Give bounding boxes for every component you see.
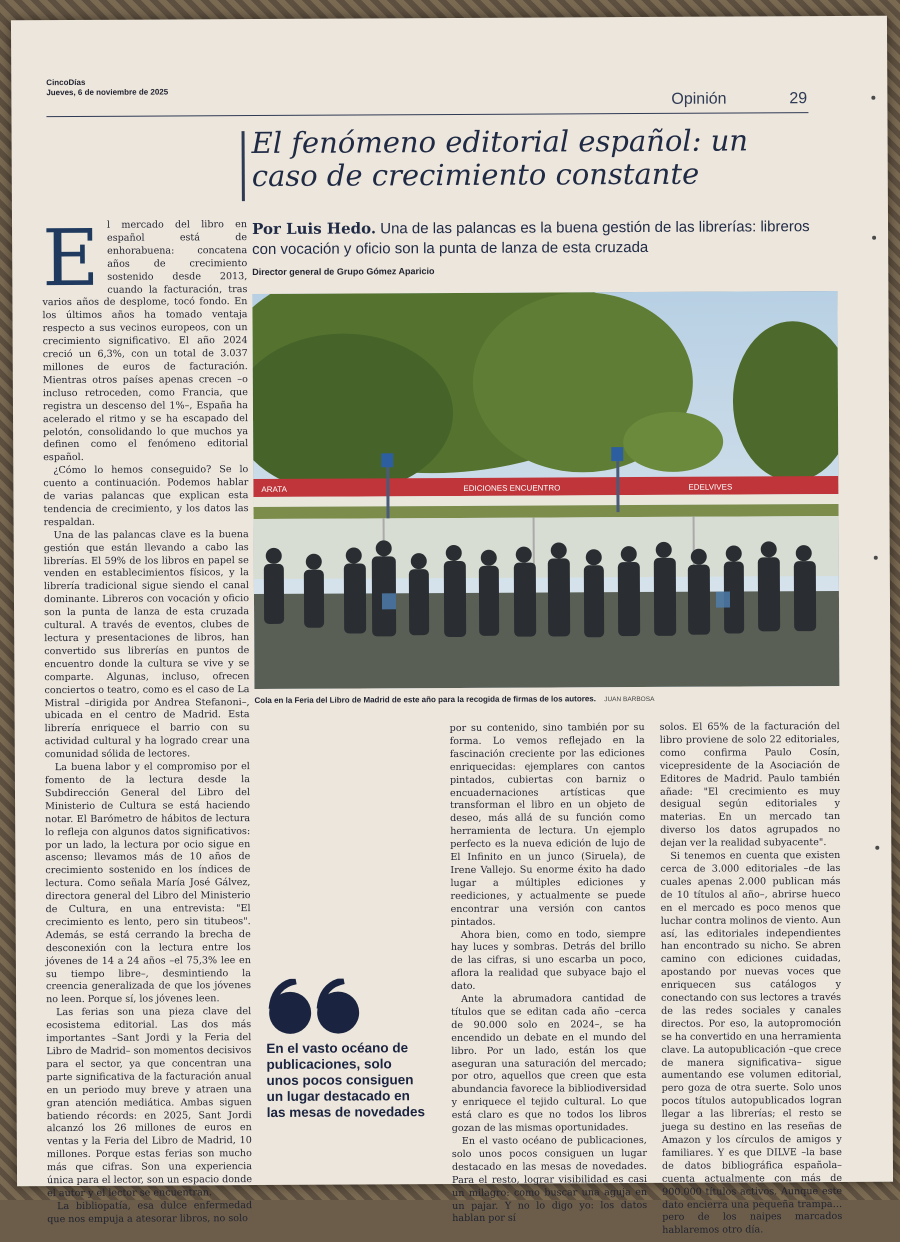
- section-name: Opinión: [671, 91, 726, 109]
- book-fair-queue-illustration: [252, 291, 839, 689]
- newspaper-page: [11, 16, 893, 1187]
- paragraph: En el vasto océano de publicaciones, solo unos pocos consiguen un lugar destacado en las mesas de novedades. Para el resto, lograr visibilidad es casi un milagro: como buscar una aguja en un pajar. Y no lo digo yo: los datos hablan por sí: [452, 1135, 647, 1226]
- issue-date: Jueves, 6 de noviembre de 2025: [46, 87, 168, 98]
- article-column-2: [450, 722, 648, 1226]
- subhead: [252, 216, 812, 260]
- sign-edelvives: EDELVIVES: [688, 483, 732, 492]
- article-column-1: [42, 219, 252, 1227]
- paragraph: Si tenemos en cuenta que existen cerca de 3.000 editoriales –de las cuales apenas 2.000 publican más de 10 títulos al año–, abrirse hueco en el mercado es poco menos que luchar contra molinos de viento. Aun así, las editoriales independientes han encontrado su nicho. Se abren camino con ediciones cuidadas, apostando por nuevas voces que enriquecen sus catálogos y conectando con sus lectores a través de las redes sociales y canales directos. Por eso, la autopromoción se ha convertido en una herramienta clave. La autopublicación –que crece de manera significativa– sigue aumentando ese volumen editorial, pero goza de otra suerte. Solo unos pocos títulos autopublicados logran llegar a las librerías; el resto se juega su destino en las reseñas de Amazon y los círculos de amigos y familiares. Y es que DILVE –la base de datos bibliográfica española– cuenta actualmente con más de 900.000 títulos activos. Aunque este dato encierra una pequeña trampa… pero de los naipes marcados hablaremos otro día.: [660, 850, 842, 1238]
- margin-dot: [871, 96, 875, 100]
- byline: Por Luis Hedo.: [252, 219, 376, 238]
- page-number: 29: [789, 90, 807, 108]
- headline-accent-bar: [242, 131, 245, 201]
- margin-dot: [874, 556, 878, 560]
- caption-text: Cola en la Feria del Libro de Madrid de este año para la recogida de firmas de los autores.: [254, 694, 595, 705]
- paragraph: Una de las palancas clave es la buena gestión que están llevando a cabo las librerías. El 59% de los libros en papel se venden en establecimientos físicos, y la librería tradicional sigue siendo el canal dominante. Libreros con vocación y oficio son la punta de lanza de esta cruzada cultural. A través de eventos, clubes de lectura y presentaciones de libros, han convertido sus librerías en puntos de encuentro donde la cultura se vive y se comparte. Algunas, incluso, ofrecen conciertos o teatro, como es el caso de La Mistral –dirigida por Andrea Stefanoni–, ubicada en el centro de Madrid. Esta librería enriquece el barrio con su actividad cultural y ha logrado crear una comunidad sólida de lectores.: [44, 529, 250, 762]
- pull-quote: En el vasto océano de publicaciones, solo unos pocos consiguen un lugar destacado en las mesas de novedades: [266, 1040, 426, 1121]
- photo-credit: JUAN BARBOSA: [604, 696, 654, 703]
- paper-name: CincoDías: [46, 77, 168, 88]
- quote-mark-icon: [266, 978, 366, 1035]
- paragraph: solos. El 65% de la facturación del libro proviene de solo 22 editoriales, como confirma Paulo Cosín, vicepresidente de la Asociación de Editores de Madrid. Paulo también añade: "El crecimiento es muy desigual según editoriales y materias. En un mercado tan diverso los datos agrupados no dejan ver la realidad subyacente".: [660, 721, 841, 851]
- photo-caption: [254, 693, 839, 705]
- article-column-3: [660, 721, 843, 1238]
- paragraph: ¿Cómo lo hemos conseguido? Se lo cuento a continuación. Podemos hablar de varias palancas que explican esta tendencia de crecimiento, y los datos las respaldan.: [43, 464, 248, 530]
- subhead-text: Una de las palancas es la buena gestión de las librerías: libreros con vocación y oficio son la punta de lanza de esta cruzada: [252, 218, 810, 258]
- margin-dot: [875, 846, 879, 850]
- author-role: Director general de Grupo Gómez Aparicio: [252, 266, 434, 277]
- margin-dot: [872, 236, 876, 240]
- paragraph: por su contenido, sino también por su forma. Lo vemos reflejado en la fascinación creciente por las ediciones enriquecidas: ejemplares con cantos pintados, cubiertas con barniz o encuadernaciones artísticas que transforman el libro en un objeto de deseo, más allá de su función como herramienta de lectura. Un ejemplo perfecto es la nueva edición de lujo de El Infinito en un junco (Siruela), de Irene Vallejo. Su enorme éxito ha dado lugar a múltiples ediciones y reediciones, y actualmente se puede encontrar una versión con cantos pintados.: [450, 722, 646, 930]
- article-photo: [252, 291, 839, 689]
- paragraph: Ahora bien, como en todo, siempre hay luces y sombras. Detrás del brillo de las cifras, si uno escarba un poco, aflora la realidad que subyace bajo el dato.: [451, 928, 646, 994]
- paragraph: l mercado del libro en español está de enhorabuena: concatena años de crecimiento sostenido desde 2013, cuando la facturación, tras varios años de desplome, tocó fondo. En los últimos años ha tomado ventaja respecto a sus vecinos europeos, con un crecimiento significativo. El año 2024 creció un 6,3%, con un total de 3.037 millones de euros de facturación. Mientras otros países apenas crecen –o incluso retroceden, como Francia, que registra un descenso del 1%–, España ha acelerado el ritmo y se ha escapado del pelotón, consolidando lo que muchos ya definen como el fenómeno editorial español.: [42, 219, 248, 465]
- header-rule: [46, 112, 808, 117]
- paragraph: Las ferias son una pieza clave del ecosistema editorial. Las dos más importantes –Sant Jordi y la Feria del Libro de Madrid– son momentos decisivos para el sector, ya que concentran una parte significativa de la facturación anual en un periodo muy breve y atraen una gran atención mediática. Ambas siguen batiendo récords: en 2025, Sant Jordi alcanzó los 26 millones de euros en ventas y la Feria del Libro de Madrid, 10 millones. Porque estas ferias son mucho más que cifras. Son una experiencia única para el lector, son un espacio donde el autor y el lector se encuentran.: [46, 1006, 252, 1201]
- paragraph: La buena labor y el compromiso por el fomento de la lectura desde la Subdirección General del Libro del Ministerio de Cultura se está haciendo notar. El Barómetro de hábitos de lectura lo refleja con algunos datos significativos: por un lado, la lectura por ocio sigue en ascenso; llevamos más de 10 años de crecimiento sostenido en los índices de lectura. Como señala María José Gálvez, directora general del Libro del Ministerio de Cultura, en una entrevista: "El crecimiento es lento, pero sin titubeos". Además, se está cerrando la brecha de desconexión con la lectura entre los jóvenes de 14 a 24 años –el 75,3% lee en su tiempo libre–, desmintiendo la creencia generalizada de que los jóvenes no leen. Porque sí, los jóvenes leen.: [45, 761, 251, 1007]
- paragraph: La bibliopatía, esa dulce enfermedad que nos empuja a atesorar libros, no solo: [47, 1200, 252, 1227]
- drop-cap: E: [42, 226, 99, 292]
- paragraph: Ante la abrumadora cantidad de títulos que se editan cada año –cerca de 90.000 solo en 2024–, se ha encendido un debate en el mundo del libro. Por un lado, están los que aseguran una saturación del mercado; por otro, aquellos que creen que esta abundancia favorece la bibliodiversidad y enriquece el tejido cultural. Lo que está claro es que no todos los libros gozan de las mismas oportunidades.: [451, 993, 647, 1136]
- sign-ediciones-encuentro: EDICIONES ENCUENTRO: [463, 483, 560, 493]
- masthead: [46, 77, 168, 98]
- headline: El fenómeno editorial español: un caso de crecimiento constante: [252, 124, 812, 193]
- sign-arata: ARATA: [261, 485, 287, 494]
